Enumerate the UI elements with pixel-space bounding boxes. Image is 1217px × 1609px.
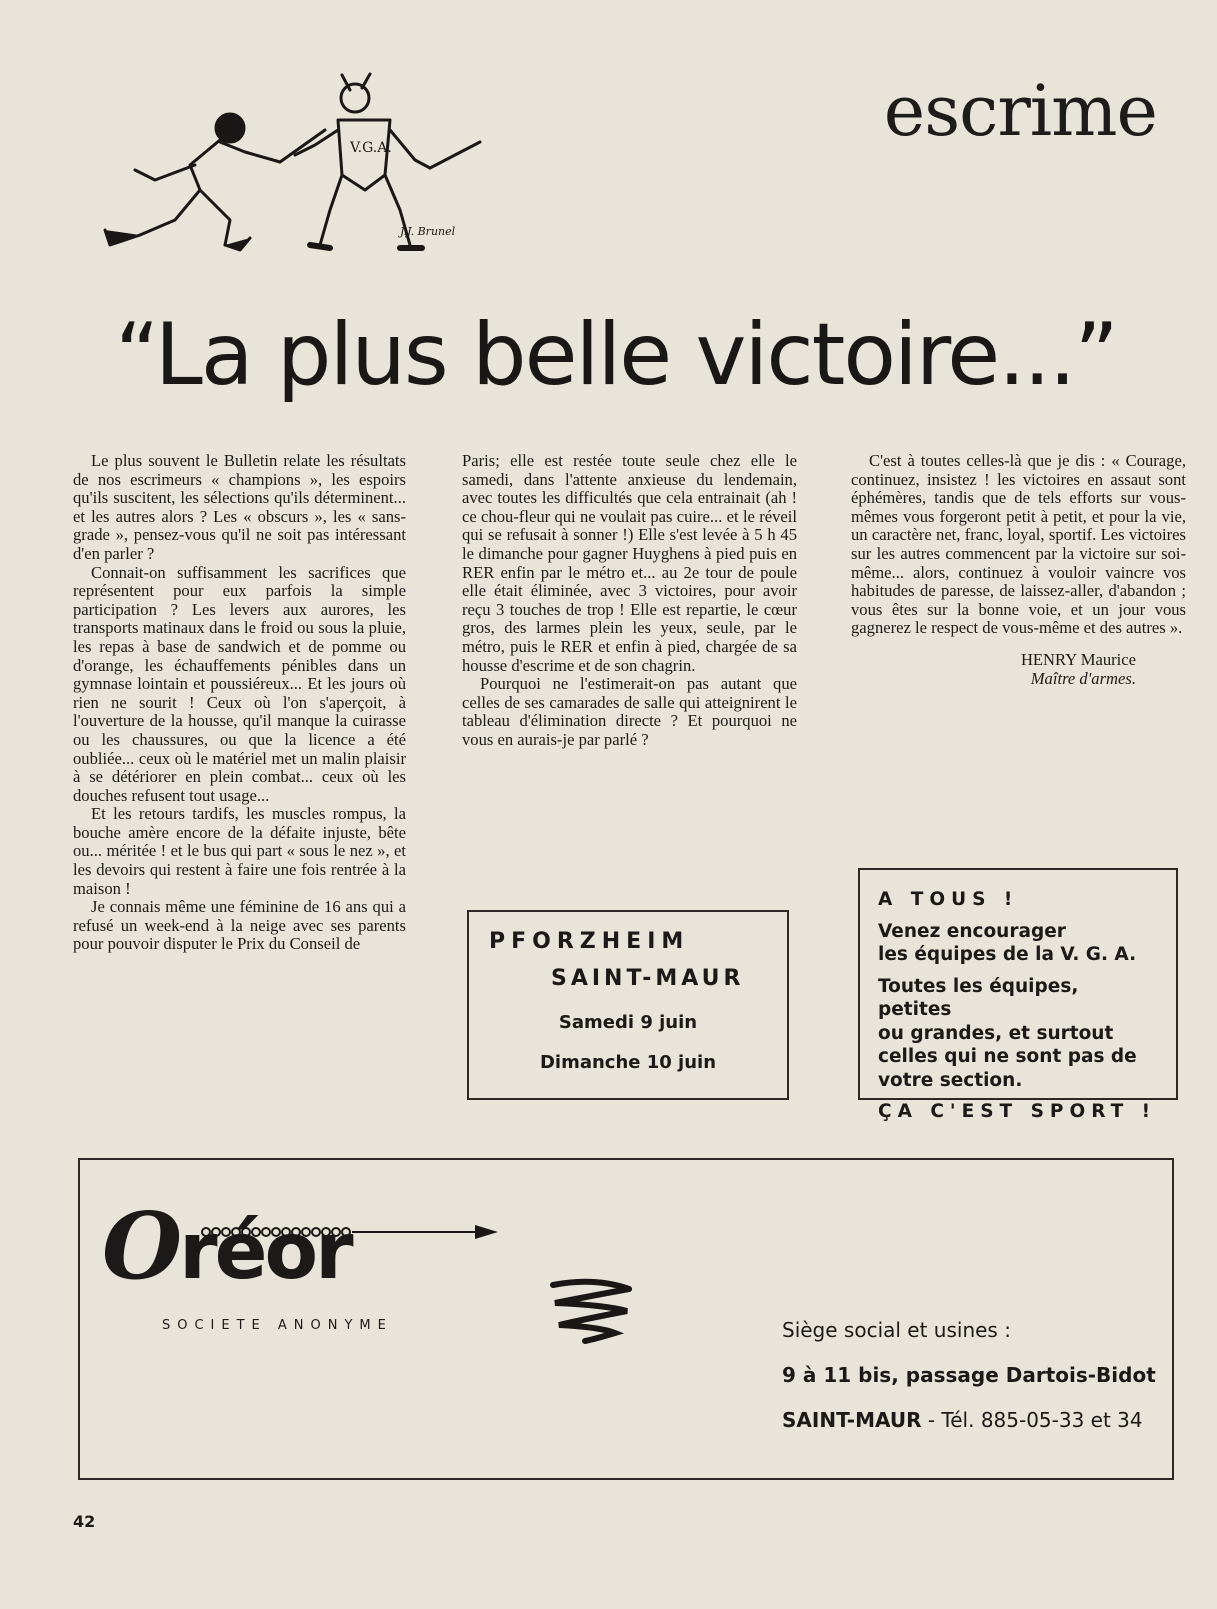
encouragement-closing: ÇA C'EST SPORT !: [878, 1101, 1157, 1122]
paragraph: Connait-on suffisamment les sacrifices que représentent pour eux parfois la simple participation ? Les levers aux aurores, les transports matinaux dans le froid ou sous la pluie, les repas à base de sandwich et de pomme ou d'orange, les échauffements pénibles dans un gymnase lointain et poussiéreux... Et les jours où rien ne sourit ! Ceux où l'on s'aperçoit, à l'ouverture de la housse, qu'il manque la cuirasse ou les chaussures, ou que la licence a été oubliée... ceux où le matériel met un malin plaisir à se détériorer en plein combat... ceux où les douches refusent tout usage...: [73, 562, 406, 805]
encouragement-line: Venez encourager: [878, 920, 1066, 942]
address-city-line: [782, 1408, 1156, 1432]
paragraph: Et les retours tardifs, les muscles rompus, la bouche amère encore de la défaite injuste, bête ou... méritée ! et le bus qui part « sous le nez », et les devoirs qui restent à faire une fois rentrée à la maison !: [73, 804, 406, 898]
brand-rest: réor: [179, 1207, 351, 1297]
brand-initial: O: [102, 1192, 180, 1300]
shield-text: V.G.A.: [350, 140, 392, 156]
encouragement-line: ou grandes, et surtout: [878, 1022, 1114, 1044]
encouragement-line: celles qui ne sont pas de: [878, 1046, 1137, 1067]
brand-logo-text: [102, 1192, 351, 1300]
fencers-illustration: [80, 70, 500, 270]
author-signature: [851, 650, 1186, 688]
advertisement: [78, 1158, 1174, 1480]
encouragement-title: A TOUS !: [878, 889, 1019, 910]
event-date-2: Dimanche 10 juin: [539, 1052, 717, 1073]
encouragement-line: votre section.: [878, 1069, 1023, 1091]
event-city-1: PFORZHEIM: [489, 929, 690, 954]
article-headline: “La plus belle victoire...”: [115, 305, 1117, 405]
author-title: Maître d'armes.: [1030, 668, 1136, 688]
paragraph: Paris; elle est restée toute seule chez elle le samedi, dans l'attente anxieuse du lendemain, avec toutes les difficultés que cela entrainait (ah ! ce chou-fleur qui ne voulait pas cuire... et le réveil qui se refusait à sonner !) Elle s'est levée à 5 h 45 le dimanche pour gagner Huyghens à pied puis en RER enfin par le métro et... au 2e tour de poule elle était éliminée, avec 3 victoires, pour avoir reçu 3 touches de trop ! Elle est repartie, le cœur gros, des larmes plein les yeux, seule, par le métro, puis le RER et enfin à pied, chargée de sa housse d'escrime et de son chagrin.: [462, 451, 797, 675]
paragraph: Je connais même une féminine de 16 ans qui a refusé un week-end à la neige avec ses parents pour pouvoir disputer le Prix du Conseil de: [73, 897, 406, 954]
address-street: 9 à 11 bis, passage Dartois-Bidot: [782, 1363, 1156, 1387]
brand-squiggle-icon: [545, 1275, 637, 1345]
encouragement-box: [858, 868, 1178, 1122]
paragraph: Pourquoi ne l'estimerait-on pas autant que celles de ses camarades de salle qui atteignirent le tableau d'élimination directe ? Et pourquoi ne vous en aurais-je par parlé ?: [462, 674, 797, 749]
address-phone: - Tél. 885-05-33 et 34: [927, 1408, 1143, 1432]
company-type: SOCIETE ANONYME: [162, 1318, 393, 1333]
encouragement-line: les équipes de la V. G. A.: [878, 944, 1137, 965]
article-column-2: [462, 452, 797, 750]
page-number: 42: [73, 1512, 96, 1531]
artist-signature: J.J. Brunel: [400, 225, 456, 238]
article-column-1: [73, 452, 406, 954]
event-city-2: SAINT-MAUR: [551, 966, 745, 991]
author-name: HENRY Maurice: [1020, 649, 1136, 669]
paragraph: Le plus souvent le Bulletin relate les résultats de nos escrimeurs « champions », les espoirs qu'ils suscitent, les sélections qu'ils déterminent... et les autres alors ? Les « obscurs », les « sans-grade », pensez-vous qu'il ne soit pas intéressant d'en parler ?: [73, 451, 406, 563]
address-city: SAINT-MAUR: [782, 1408, 922, 1432]
encouragement-line: Toutes les équipes, petites: [878, 975, 1079, 1020]
section-title: escrime: [883, 70, 1157, 152]
company-address: [782, 1318, 1156, 1432]
article-column-3: [851, 452, 1186, 688]
address-label: Siège social et usines :: [782, 1318, 1011, 1342]
event-box: [467, 910, 789, 1100]
brand-arrow-icon: [200, 1220, 500, 1244]
paragraph: C'est à toutes celles-là que je dis : « Courage, continuez, insistez ! les victoires en assaut sont éphémères, tandis que de tels efforts sur vous-mêmes vous forgeront petit à petit, et pour la vie, un caractère net, franc, loyal, sportif. Les victoires sur les autres commencent par la victoire sur soi-même... alors, continuez à vouloir vaincre vos habitudes de paresse, de laissez-aller, d'abandon ; vous êtes sur la bonne voie, et un jour vous gagnerez le respect de vous-même et des autres ».: [851, 451, 1186, 638]
event-date-1: Samedi 9 juin: [558, 1012, 698, 1033]
